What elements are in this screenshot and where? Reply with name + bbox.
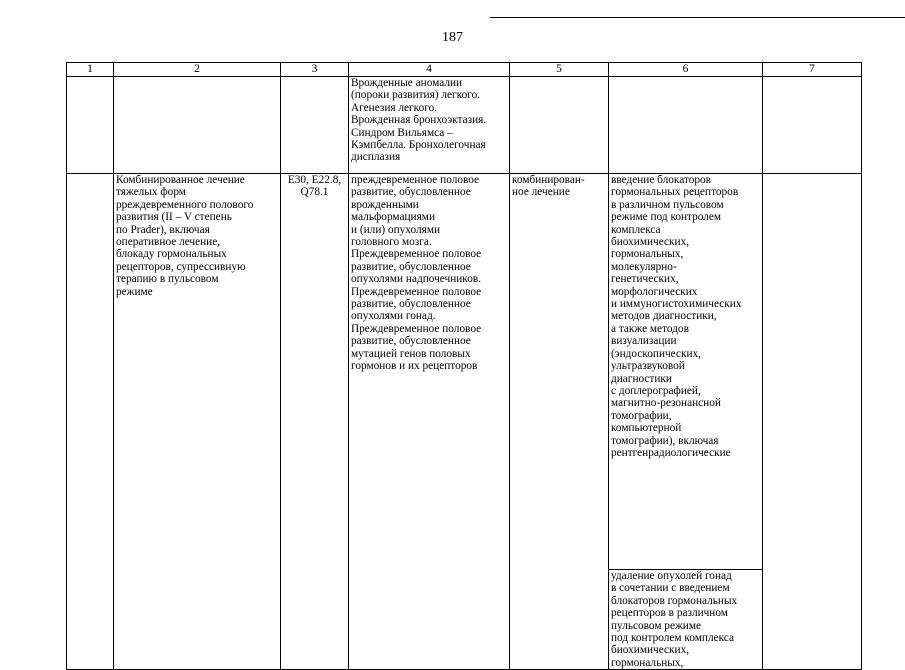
treatment-type: комбинирован- ное лечение	[512, 174, 585, 199]
top-rule	[490, 17, 905, 18]
table-cell	[349, 77, 510, 174]
treatment-method-1	[609, 174, 762, 569]
treatment-method-2	[609, 569, 762, 669]
table-cell	[281, 77, 349, 174]
column-header: 3	[281, 63, 349, 77]
page-number: 187	[442, 30, 463, 45]
cell-text: введение блокаторов гормональных рецепторов в различном пульсовом режиме под контролем комплекса биохимических, гормональных, молекулярно- генетических, морфологических и иммуногистохимических методов диагностики, а также методов визуализации (эндоскопических, ультразвуковой диагностики с доплерографией, магнитно-резонансной томографии, компьютерной томографии), включая рентгенрадиологические	[611, 174, 742, 459]
column-header: 7	[763, 63, 862, 77]
column-header: 2	[114, 63, 281, 77]
table-cell	[510, 77, 609, 174]
table-cell	[609, 77, 763, 174]
table-cell	[67, 174, 114, 670]
table-row	[67, 77, 862, 174]
column-header: 5	[510, 63, 609, 77]
column-header: 4	[349, 63, 510, 77]
table-cell	[67, 77, 114, 174]
table-cell	[510, 174, 609, 670]
table-cell	[609, 174, 763, 670]
table-cell	[349, 174, 510, 670]
icd-codes: E30, E22.8, Q78.1	[287, 174, 342, 199]
diagnosis-text: Врожденные аномалии (пороки развития) легкого. Агенезия легкого. Врожденная бронхоэктазия. Синдром Вильямса – Кэмпбелла. Бронхолегочная дисплазия	[351, 77, 487, 164]
table-cell	[114, 77, 281, 174]
cell-text: удаление опухолей гонад в сочетании с введением блокаторов гормональных рецепторов в различном пульсовом режиме под контролем комплекса биохимических, гормональных,	[611, 570, 738, 669]
header-row	[67, 63, 862, 77]
table-cell	[281, 174, 349, 670]
column-header: 1	[67, 63, 114, 77]
table-row	[67, 174, 862, 670]
table-cell	[763, 174, 862, 670]
medical-care-table	[66, 62, 862, 670]
diagnosis-text: преждевременное половое развитие, обусловленное врожденными мальформациями и (или) опухолями головного мозга. Преждевременное половое развитие, обусловленное опухолями надпочечников. Преждевременное половое развитие, обусловленное опухолями гонад. Преждевременное половое развитие, обусловленное мутацией генов половых гормонов и их рецепторов	[351, 174, 482, 373]
treatment-name: Комбинированное лечение тяжелых форм pреждевременного полового развития (II – V степень по Prader), включая оперативное лечение, блокаду гормональных рецепторов, супрессивную терапию в пульсовом режиме	[116, 174, 254, 298]
column-header: 6	[609, 63, 763, 77]
table-cell	[114, 174, 281, 670]
table-cell	[763, 77, 862, 174]
